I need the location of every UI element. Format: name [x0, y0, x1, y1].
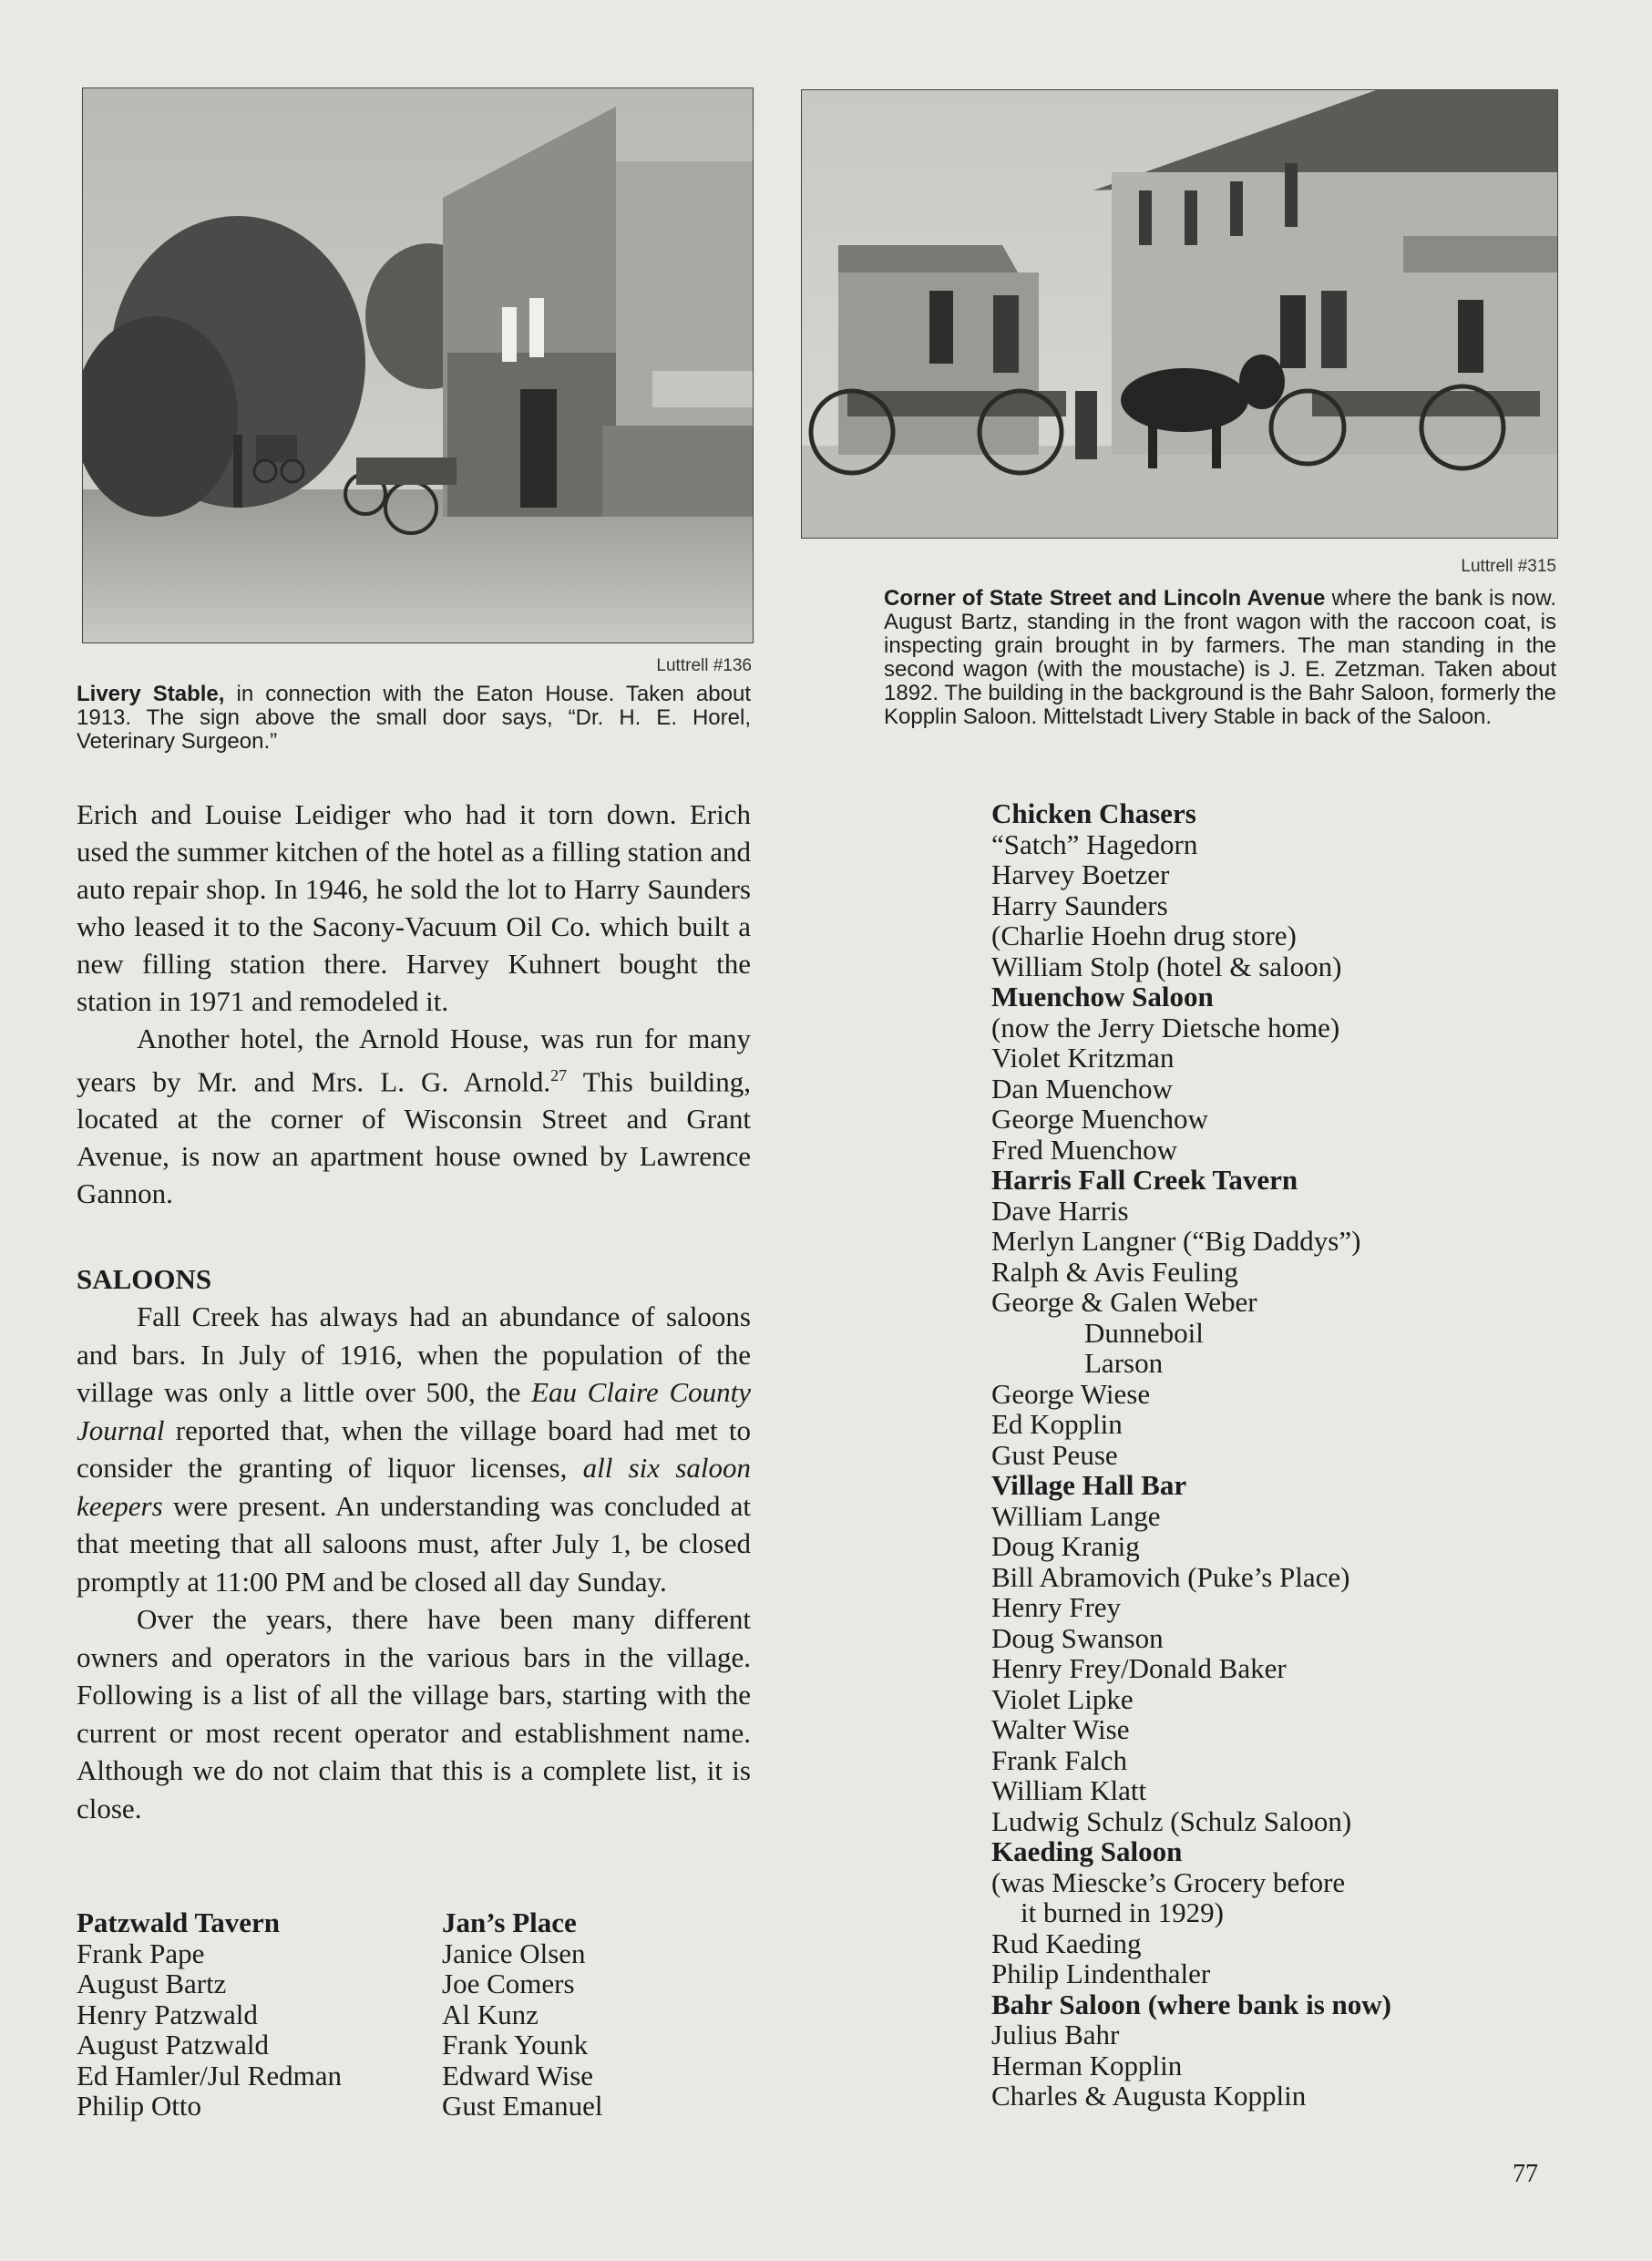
list-item: William Klatt — [991, 1774, 1147, 1806]
bar-name: Village Hall Bar — [991, 1469, 1187, 1501]
arnold-house-text-end: This building, located at the corner of Wisconsin Street and Grant Avenue, is now an apartment house owned by Lawrence Gannon. — [77, 1065, 751, 1210]
list-item: Dan Muenchow — [991, 1072, 1173, 1105]
paragraph-arnold-house — [77, 1020, 751, 1212]
list-item: Doug Swanson — [991, 1621, 1164, 1654]
paragraph-bar-list-intro: Over the years, there have been many different owners and operators in the various bars in the village. Following is a list of all the village bars, starting with the current or most recent operator and establishment name. Although we do not claim that this is a complete list, it is close. — [77, 1603, 751, 1824]
list-item: (Charlie Hoehn drug store) — [991, 920, 1297, 951]
bar-name: Muenchow Saloon — [991, 981, 1214, 1012]
list-item: Ed Kopplin — [991, 1408, 1123, 1440]
list-item: Gust Emanuel — [442, 2090, 603, 2122]
page-number: 77 — [1513, 2160, 1538, 2188]
list-item: Henry Patzwald — [77, 1998, 258, 2030]
list-item: Janice Olsen — [442, 1937, 586, 1969]
livery-stable-photo — [82, 87, 754, 643]
list-item: Harvey Boetzer — [991, 858, 1170, 890]
newspaper-title: Eau Claire County Journal — [77, 1376, 752, 1446]
list-item: Herman Kopplin — [991, 2049, 1183, 2081]
list-item: Ludwig Schulz (Schulz Saloon) — [991, 1804, 1352, 1837]
list-item: Al Kunz — [442, 1998, 539, 2030]
list-item: “Satch” Hagedorn — [991, 827, 1198, 860]
list-item: (now the Jerry Dietsche home) — [991, 1011, 1340, 1043]
list-item: Fred Muenchow — [991, 1133, 1178, 1166]
list-item: August Bartz — [77, 1968, 227, 1999]
list-item: Ralph & Avis Feuling — [991, 1255, 1238, 1288]
paragraph-leidiger: Erich and Louise Leidiger who had it torn down. Erich used the summer kitchen of the hotel as a filling station and auto repair shop. In 1946, he sold the lot to Harry Saunders who leased it to the Sacony-Vacuum Oil Co. which built a new filling station there. Harvey Kuhnert bought the station in 1971 and remodeled it. — [77, 798, 751, 1017]
saloons-section — [77, 1260, 751, 1827]
footnote-marker: 27 — [550, 1066, 568, 1084]
state-street-corner-image — [802, 90, 1557, 538]
list-item: Violet Lipke — [991, 1682, 1134, 1715]
saloons-text-b: reported that, when the village board had met to consider the granting of liquor licenses, — [77, 1413, 751, 1484]
list-item: William Lange — [991, 1499, 1161, 1532]
list-item: William Stolp (hotel & saloon) — [991, 950, 1342, 982]
list-item: Merlyn Langner (“Big Daddys”) — [991, 1225, 1361, 1257]
list-item: Dave Harris — [991, 1194, 1129, 1227]
photo-credit-left: Luttrell #136 — [656, 656, 752, 675]
jans-place-list — [442, 1907, 603, 2122]
list-item: Rud Kaeding — [991, 1927, 1142, 1959]
bar-name: Harris Fall Creek Tavern — [991, 1164, 1298, 1196]
caption-title: Livery Stable, — [77, 682, 225, 706]
list-item: Philip Otto — [77, 2090, 201, 2122]
paragraph-saloons-history — [77, 1298, 751, 1600]
list-item: Violet Kritzman — [991, 1042, 1175, 1074]
list-item: Walter Wise — [991, 1713, 1130, 1745]
list-item: Henry Frey — [991, 1591, 1122, 1623]
photo-caption-left — [77, 683, 751, 754]
list-item: Henry Frey/Donald Baker — [991, 1652, 1287, 1684]
bar-name: Kaeding Saloon — [991, 1835, 1183, 1867]
saloon-keepers-emphasis: all six saloon keepers — [77, 1452, 751, 1522]
caption-text: in connection with the Eaton House. Taken about 1913. The sign above the small door says, “Dr. H. E. Horel, Veterinary Surgeon.” — [77, 682, 751, 754]
list-item: Charles & Augusta Kopplin — [991, 2080, 1307, 2112]
bar-name: Chicken Chasers — [991, 797, 1196, 829]
list-item: Harry Saunders — [991, 889, 1168, 921]
bar-name: Bahr Saloon (where bank is now) — [991, 1988, 1391, 2020]
bar-name: Jan’s Place — [442, 1906, 577, 1938]
livery-stable-image — [83, 88, 753, 642]
list-item: it burned in 1929) — [1021, 1896, 1224, 1928]
list-item: George Wiese — [991, 1377, 1151, 1410]
list-item: (was Miescke’s Grocery before — [991, 1865, 1346, 1898]
list-item: August Patzwald — [77, 2029, 269, 2061]
saloons-text-c: were present. An understanding was concluded at that meeting that all saloons must, after July 1, be closed promptly at 11:00 PM and be closed all day Sunday. — [77, 1489, 751, 1598]
saloons-heading: SALOONS — [77, 1263, 212, 1295]
caption-text: where the bank is now. August Bartz, standing in the front wagon with the raccoon coat, is inspecting grain brought in by farmers. The man standing in the second wagon (with the moustache) is J. E. Zetzman. Taken about 1892. The building in the background is the Bahr Saloon, formerly the Kopplin Saloon. Mittelstadt Livery Stable in back of the Saloon. — [884, 586, 1556, 729]
arnold-house-text: Another hotel, the Arnold House, was run for many years by Mr. and Mrs. L. G. Arnold. — [77, 1023, 751, 1098]
list-item: Dunneboil — [1084, 1316, 1204, 1349]
photo-credit-right: Luttrell #315 — [1461, 557, 1556, 576]
list-item: George & Galen Weber — [991, 1286, 1257, 1318]
list-item: Bill Abramovich (Puke’s Place) — [991, 1560, 1350, 1593]
body-paragraph — [77, 796, 751, 1212]
list-item: Larson — [1084, 1347, 1164, 1379]
list-item: Ed Hamler/Jul Redman — [77, 2059, 342, 2091]
patzwald-tavern-list — [77, 1907, 342, 2122]
list-item: Frank Younk — [442, 2029, 589, 2061]
list-item: Joe Comers — [442, 1968, 575, 1999]
list-item: Edward Wise — [442, 2059, 594, 2091]
list-item: Doug Kranig — [991, 1530, 1140, 1562]
photo-caption-right — [884, 587, 1556, 729]
bars-list-right — [991, 798, 1391, 2112]
list-item: Philip Lindenthaler — [991, 1958, 1211, 1989]
saloons-text-a: Fall Creek has always had an abundance of saloons and bars. In July of 1916, when the population of the village was only a little over 500, the — [77, 1300, 751, 1408]
caption-title: Corner of State Street and Lincoln Avenue — [884, 586, 1326, 611]
list-item: Frank Falch — [991, 1743, 1127, 1776]
state-street-corner-photo — [801, 89, 1558, 539]
list-item: Frank Pape — [77, 1937, 205, 1969]
list-item: Julius Bahr — [991, 2019, 1120, 2050]
list-item: Gust Peuse — [991, 1438, 1118, 1471]
list-item: George Muenchow — [991, 1103, 1208, 1135]
bar-name: Patzwald Tavern — [77, 1906, 281, 1938]
